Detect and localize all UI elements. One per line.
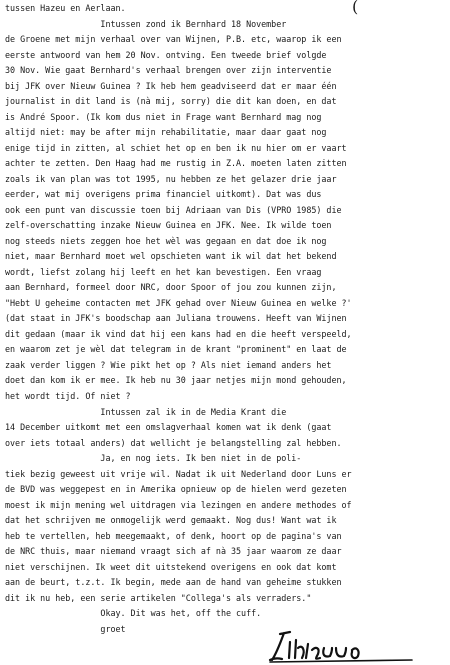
letter-line: doet dan kom ik er mee. Ik heb nu 30 jaar netjes mijn mond gehouden, <box>5 375 347 386</box>
letter-line: (dat staat in JFK's boodschap aan Juliana trouwens. Heeft van Wijnen <box>5 313 347 324</box>
letter-line: zaak verder liggen ? Wie pikt het op ? Als niet iemand anders het <box>5 359 332 370</box>
handwritten-mark: ( <box>352 0 359 16</box>
letter-line: zelf-overschatting inzake Nieuw Guinea en JFK. Nee. Ik wilde toen <box>5 220 332 231</box>
letter-line: Ja, en nog iets. Ik ben niet in de poli- <box>5 453 302 464</box>
letter-line: altijd niet: may be after mijn rehabilitatie, maar daar gaat nog <box>5 127 327 138</box>
letter-line: Okay. Dit was het, off the cuff. <box>5 608 262 619</box>
letter-line: Intussen zal ik in de Media Krant die <box>5 406 287 417</box>
letter-line: de BVD was weggepest en in Amerika opnieuw op de hielen werd gezeten <box>5 484 347 495</box>
letter-line: aan Bernhard, formeel door NRC, door Spoor of jou zou kunnen zijn, <box>5 282 337 293</box>
letter-line: Intussen zond ik Bernhard 18 November <box>5 18 287 29</box>
letter-line: eerder, wat mij overigens prima financiel uitkomt). Dat was dus <box>5 189 322 200</box>
letter-line: zoals ik van plan was tot 1995, nu hebben ze het gelazer drie jaar <box>5 173 337 184</box>
letter-line: journalist in dit land is (nà mij, sorry) die dit kan doen, en dat <box>5 96 337 107</box>
letter-line: achter te zetten. Den Haag had me rustig in Z.A. moeten laten zitten <box>5 158 347 169</box>
letter-line: enige tijd in zitten, al schiet het op en ben ik nu hier om er vaart <box>5 142 347 153</box>
letter-line: 14 December uitkomt met een omslagverhaal komen wat ik denk (gaat <box>5 422 332 433</box>
letter-line: ook een punt van discussie toen bij Adriaan van Dis (VPRO 1985) die <box>5 204 342 215</box>
letter-line: de NRC thuis, maar niemand vraagt sich af nà 35 jaar waarom ze daar <box>5 546 342 557</box>
letter-line: wordt, liefst zolang hij leeft en het kan bevestigen. Een vraag <box>5 266 322 277</box>
letter-line: nog steeds niets zeggen hoe het wèl was gegaan en dat doe ik nog <box>5 235 327 246</box>
letter-line: over iets totaal anders) dat wellicht je belangstelling zal hebben. <box>5 437 342 448</box>
letter-line: heb te vertellen, heb meegemaakt, of denk, hoort op de pagina's van <box>5 530 342 541</box>
letter-line: tussen Hazeu en Aerlaan. <box>5 3 126 13</box>
handwritten-signature <box>262 628 447 664</box>
letter-line: 30 Nov. Wie gaat Bernhard's verhaal brengen over zijn interventie <box>5 65 332 76</box>
letter-line: moest ik mijn mening wel uitdragen via lezingen en andere methodes of <box>5 499 352 510</box>
letter-line: tiek bezig geweest uit vrije wil. Nadat ik uit Nederland door Luns er <box>5 468 352 479</box>
letter-line: en waarom zet je wèl dat telegram in de krant "prominent" en laat de <box>5 344 347 355</box>
letter-line: "Hebt U geheime contacten met JFK gehad over Nieuw Guinea en welke ?' <box>5 297 352 308</box>
letter-line: niet verschijnen. Ik weet dit uitstekend overigens en ook dat komt <box>5 561 337 572</box>
letter-line: het wordt tijd. Of niet ? <box>5 391 131 401</box>
letter-line: niet, maar Bernhard moet wel opschieten want ik wil dat het bekend <box>5 251 337 262</box>
letter-line: is André Spoor. (Ik kom dus niet in Frage want Bernhard mag nog <box>5 111 322 122</box>
letter-line: de Groene met mijn verhaal over van Wijnen, P.B. etc, waarop ik een <box>5 34 342 45</box>
letter-line: dit ik nu heb, een serie artikelen "Collega's als verraders." <box>5 592 312 603</box>
letter-line: aan de beurt, t.z.t. Ik begin, mede aan de hand van geheime stukken <box>5 577 342 588</box>
letter-line: eerste antwoord van hem 20 Nov. ontving. Een tweede brief volgde <box>5 49 327 60</box>
letter-line: dit gedaan (maar ik vind dat hij een kans had en die heeft verspeeld, <box>5 328 352 339</box>
letter-line: groet <box>5 623 126 634</box>
letter-line: dat het schrijven me onmogelijk werd gemaakt. Nog dus! Want wat ik <box>5 515 337 526</box>
letter-line: bij JFK over Nieuw Guinea ? Ik heb hem geadviseerd dat er maar één <box>5 80 337 91</box>
